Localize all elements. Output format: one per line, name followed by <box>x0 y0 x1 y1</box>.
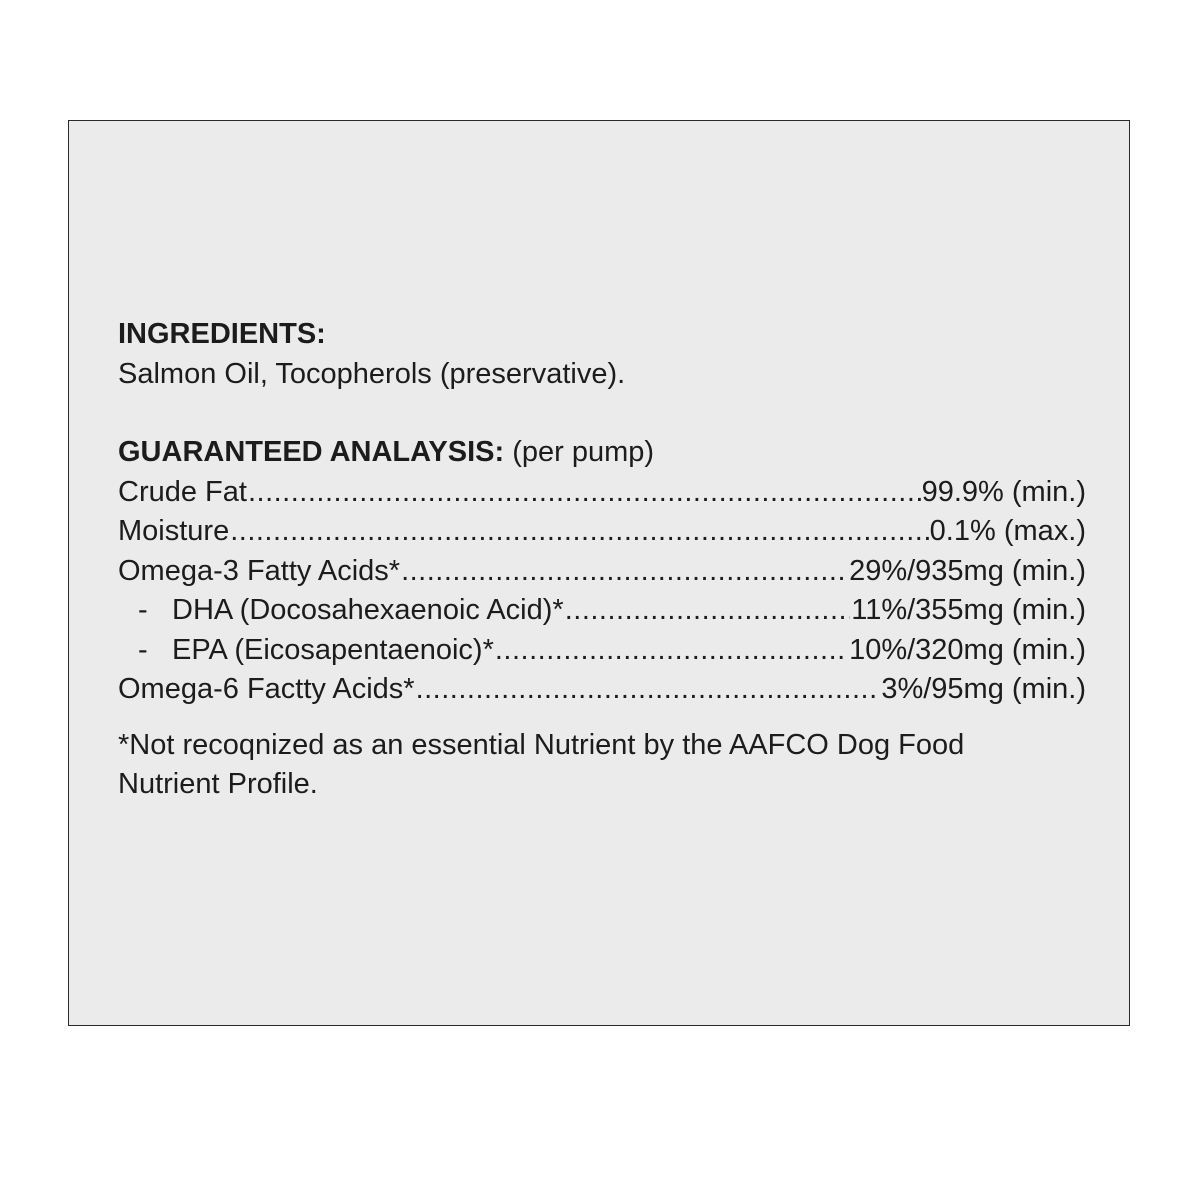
row-leader-dots <box>248 473 921 513</box>
analysis-heading: GUARANTEED ANALAYSIS: <box>118 436 505 468</box>
row-leader-dots <box>565 591 851 631</box>
row-value: 29%/935mg (min.) <box>849 554 1086 587</box>
label-content <box>118 315 1086 805</box>
row-name: Omega-6 Factty Acids* <box>118 673 415 705</box>
analysis-row-epa <box>118 631 1086 671</box>
ingredients-heading: INGREDIENTS: <box>118 318 326 350</box>
row-leader-dots <box>401 552 848 592</box>
row-value: 0.1% (max.) <box>929 515 1086 547</box>
analysis-row-crude-fat <box>118 473 1086 513</box>
analysis-row-omega3 <box>118 552 1086 592</box>
row-name-wrap <box>118 631 494 671</box>
row-name-wrap <box>118 591 564 631</box>
row-leader-dots <box>230 512 928 552</box>
row-name: Crude Fat <box>118 475 247 508</box>
footnote-line-2: Nutrient Profile. <box>118 768 318 800</box>
row-name: Moisture <box>118 515 230 547</box>
analysis-heading-line <box>118 433 1086 473</box>
analysis-row-dha <box>118 591 1086 631</box>
row-name: EPA (Eicosapentaenoic)* <box>172 633 494 666</box>
row-value: 3%/95mg (min.) <box>881 673 1086 705</box>
analysis-row-omega6 <box>118 670 1086 710</box>
analysis-row-moisture <box>118 512 1086 552</box>
row-bullet: - <box>138 594 148 626</box>
row-name: Omega-3 Fatty Acids* <box>118 554 401 587</box>
section-spacer <box>118 394 1086 433</box>
row-bullet: - <box>138 633 148 666</box>
label-panel <box>68 120 1130 1026</box>
footnote-spacer <box>118 710 1086 726</box>
row-value: 99.9% (min.) <box>921 475 1086 508</box>
row-name: DHA (Docosahexaenoic Acid)* <box>172 594 564 626</box>
row-value: 10%/320mg (min.) <box>849 633 1086 666</box>
row-value: 11%/355mg (min.) <box>851 594 1086 626</box>
ingredients-text: Salmon Oil, Tocopherols (preservative). <box>118 357 626 390</box>
row-leader-dots <box>416 670 881 710</box>
row-leader-dots <box>495 631 848 671</box>
analysis-note: (per pump) <box>504 436 655 468</box>
footnote-line-1: *Not recoqnized as an essential Nutrient by the AAFCO Dog Food <box>118 728 965 761</box>
